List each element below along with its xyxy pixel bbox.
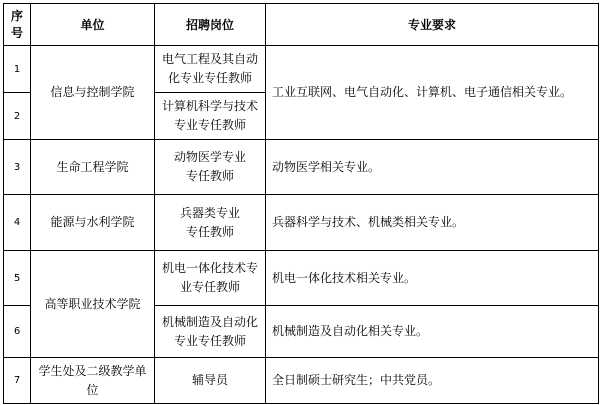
- row-position: [155, 46, 266, 93]
- row-position: [155, 195, 266, 251]
- row-index: 3: [4, 140, 31, 195]
- row-position-line1: 计算机科学与技术: [161, 99, 258, 113]
- row-requirement: 机电一体化技术相关专业。: [266, 251, 599, 306]
- row-unit-line2: 位: [86, 382, 99, 397]
- header-index-line1: 序: [10, 8, 23, 23]
- row-index: 4: [4, 195, 31, 251]
- row-index: 7: [4, 358, 31, 404]
- row-position-line2: 专任教师: [185, 224, 234, 239]
- row-position-line2: 化专业专任教师: [167, 71, 252, 85]
- row-position: [155, 140, 266, 195]
- table-row: [4, 46, 599, 93]
- header-requirement: 专业要求: [266, 4, 599, 46]
- row-unit: 能源与水利学院: [31, 195, 155, 251]
- table-row: [4, 195, 599, 251]
- row-index: 1: [4, 46, 31, 93]
- row-requirement: 兵器科学与技术、机械类相关专业。: [266, 195, 599, 251]
- row-index: 5: [4, 251, 31, 306]
- row-position: [155, 251, 266, 306]
- row-unit: 高等职业技术学院: [31, 251, 155, 358]
- row-unit: 生命工程学院: [31, 140, 155, 195]
- row-index: 2: [4, 93, 31, 140]
- row-unit: [31, 358, 155, 404]
- row-position-line1: 动物医学专业: [173, 150, 246, 164]
- row-position: [155, 93, 266, 140]
- table-row: [4, 140, 599, 195]
- row-position-line2: 专任教师: [185, 169, 234, 183]
- recruitment-table: [3, 3, 599, 404]
- row-requirement: 工业互联网、电气自动化、计算机、电子通信相关专业。: [266, 46, 599, 140]
- row-unit-line1: 学生处及二级教学单: [38, 363, 147, 378]
- table-row: [4, 251, 599, 306]
- table-row: [4, 358, 599, 404]
- row-position: [155, 306, 266, 358]
- table-header-row: [4, 4, 599, 46]
- row-position-line1: 机电一体化技术专: [161, 261, 258, 275]
- row-requirement: 机械制造及自动化相关专业。: [266, 306, 599, 358]
- row-unit: 信息与控制学院: [31, 46, 155, 140]
- row-position: 辅导员: [155, 358, 266, 404]
- row-position-line1: 机械制造及自动化: [161, 314, 258, 329]
- header-position: 招聘岗位: [155, 4, 266, 46]
- row-requirement: 动物医学相关专业。: [266, 140, 599, 195]
- row-index: 6: [4, 306, 31, 358]
- row-position-line1: 电气工程及其自动: [161, 52, 258, 66]
- header-index-line2: 号: [10, 25, 23, 40]
- row-position-line2: 专业专任教师: [173, 333, 246, 348]
- row-position-line2: 专业专任教师: [173, 118, 246, 132]
- row-position-line2: 业专任教师: [179, 280, 240, 294]
- row-requirement: 全日制硕士研究生；中共党员。: [266, 358, 599, 404]
- row-position-line1: 兵器类专业: [179, 205, 240, 220]
- header-unit: 单位: [31, 4, 155, 46]
- header-index: [4, 4, 31, 46]
